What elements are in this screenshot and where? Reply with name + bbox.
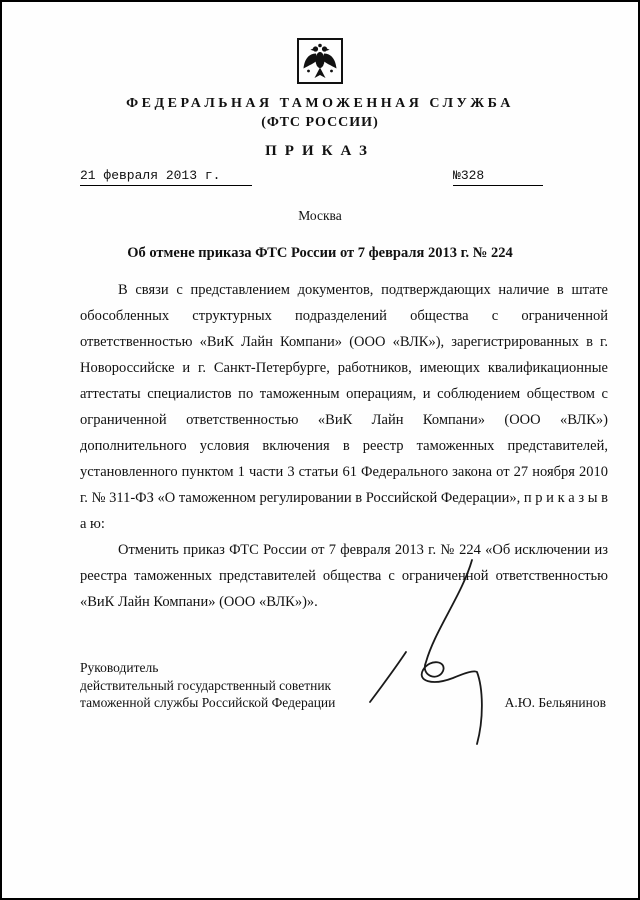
document-title: Об отмене приказа ФТС России от 7 февраля 2013 г. № 224 [127, 245, 513, 261]
doc-type-heading: ПРИКАЗ [265, 143, 375, 159]
signer-position-line: Руководитель [80, 660, 159, 675]
signer-position [80, 659, 335, 712]
signer-position-line: таможенной службы Российской Федерации [80, 695, 336, 710]
number-field [453, 168, 543, 186]
date-number-row [2, 168, 638, 186]
number-value: 328 [460, 168, 485, 183]
body-paragraph: Отменить приказ ФТС России от 7 февраля 2013 г. № 224 «Об исключении из реестра таможенных представителей общества с ограниченной ответственностью «ВиК Лайн Компани» (ООО «ВЛК»)». [80, 542, 608, 610]
org-short-name: (ФТС РОССИИ) [261, 115, 379, 130]
body-paragraph: В связи с представлением документов, подтверждающих наличие в штате обособленных структурных подразделений общества с ограниченной ответственностью «ВиК Лайн Компани» (ООО «ВЛК»), зарегистрированных в г. Новороссийске и г. Санкт-Петербурге, работников, имеющих квалификационные аттестаты специалистов по таможенным операциям, и соблюдением обществом с ограниченной ответственностью «ВиК Лайн Компани» (ООО «ВЛК») дополнительного условия включения в реестр таможенных представителей, установленного пунктом 1 части 3 статьи 61 Федерального закона от 27 ноября 2010 г. № 311-ФЗ «О таможенном регулировании в Российской Федерации», п р и к а з ы в а ю: [80, 282, 608, 532]
coat-of-arms-icon [297, 38, 343, 84]
number-sign: № [453, 168, 461, 183]
org-name: ФЕДЕРАЛЬНАЯ ТАМОЖЕННАЯ СЛУЖБА [126, 96, 514, 111]
document-body [2, 277, 638, 615]
signature-block [2, 659, 638, 712]
signer-position-line: действительный государственный советник [80, 677, 332, 693]
date-field: 21 февраля 2013 г. [80, 168, 252, 186]
signer-name: А.Ю. Бельянинов [504, 695, 606, 710]
city-label: Москва [298, 208, 342, 223]
